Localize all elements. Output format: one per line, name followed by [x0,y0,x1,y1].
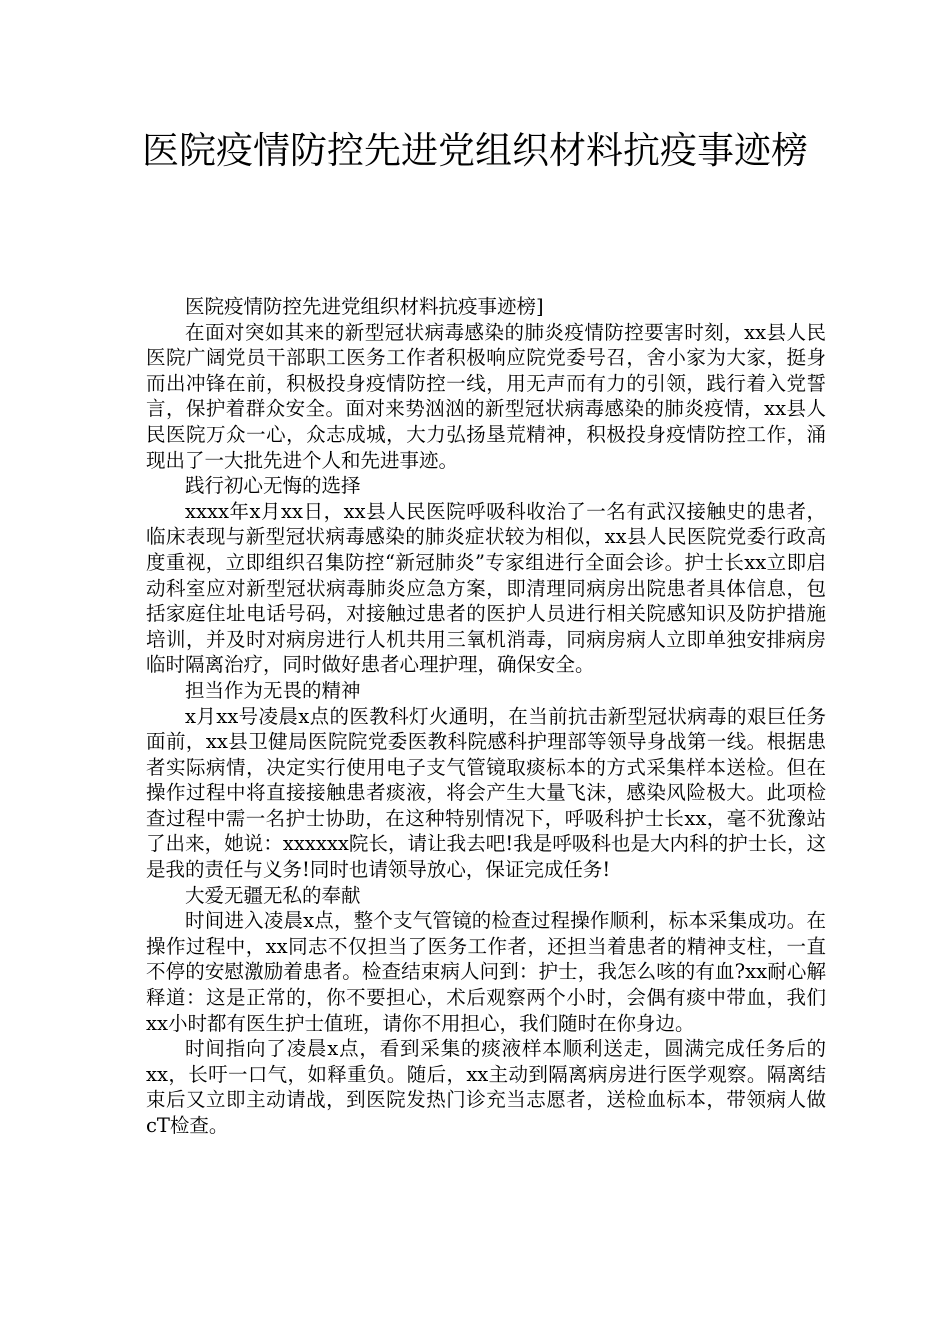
section-2-paragraph: x月xx号凌晨x点的医教科灯火通明，在当前抗击新型冠状病毒的艰巨任务面前，xx县卫健局医院院党委医教科院感科护理部等领导身战第一线。根据患者实际病情，决定实行使用电子支气管镜取痰标本的方式采集样本送检。但在操作过程中将直接接触患者痰液，将会产生大量飞沫，感染风险极大。此项检查过程中需一名护士协助，在这种特别情况下，呼吸科护士长xx，毫不犹豫站了出来，她说：xxxxxx院长，请让我去吧!我是呼吸科也是大内科的护士长，这是我的责任与义务!同时也请领导放心，保证完成任务! [146,704,826,882]
document-title: 医院疫情防控先进党组织材料抗疫事迹榜 [142,129,808,172]
intro-paragraph: 在面对突如其来的新型冠状病毒感染的肺炎疫情防控要害时刻，xx县人民医院广阔党员干部职工医务工作者积极响应院党委号召，舍小家为大家，挺身而出冲锋在前，积极投身疫情防控一线，用无声而有力的引领，践行着入党誓言，保护着群众安全。面对来势汹汹的新型冠状病毒感染的肺炎疫情，xx县人民医院万众一心，众志成城，大力弘扬垦荒精神，积极投身疫情防控工作，涌现出了一大批先进个人和先进事迹。 [146,320,826,472]
section-3-paragraph-2: 时间指向了凌晨x点，看到采集的痰液样本顺利送走，圆满完成任务后的xx，长吁一口气，如释重负。随后，xx主动到隔离病房进行医学观察。隔离结束后又立即主动请战，到医院发热门诊充当志愿者，送检血标本，带领病人做cT检查。 [146,1037,826,1137]
section-3-paragraph-1: 时间进入凌晨x点，整个支气管镜的检查过程操作顺利，标本采集成功。在操作过程中，xx同志不仅担当了医务工作者，还担当着患者的精神支柱，一直不停的安慰激励着患者。检查结束病人问到：护士，我怎么咳的有血?xx耐心解释道：这是正常的，你不要担心，术后观察两个小时，会偶有痰中带血，我们xx小时都有医生护士值班，请你不用担心，我们随时在你身边。 [146,909,826,1035]
section-1-paragraph: xxxx年x月xx日，xx县人民医院呼吸科收治了一名有武汉接触史的患者，临床表现与新型冠状病毒感染的肺炎症状较为相似，xx县人民医院党委行政高度重视，立即组织召集防控“新冠肺炎”专家组进行全面会诊。护士长xx立即启动科室应对新型冠状病毒肺炎应急方案，即清理同病房出院患者具体信息，包括家庭住址电话号码，对接触过患者的医护人员进行相关院感知识及防护措施培训，并及时对病房进行人机共用三氧机消毒，同病房病人立即单独安排病房临时隔离治疗，同时做好患者心理护理，确保安全。 [146,499,826,677]
section-heading-1: 践行初心无悔的选择 [185,474,361,498]
section-heading-2: 担当作为无畏的精神 [185,678,361,702]
lead-line: 医院疫情防控先进党组织材料抗疫事迹榜] [185,295,544,318]
section-heading-3: 大爱无疆无私的奉献 [185,883,361,907]
document-body [146,294,826,1139]
